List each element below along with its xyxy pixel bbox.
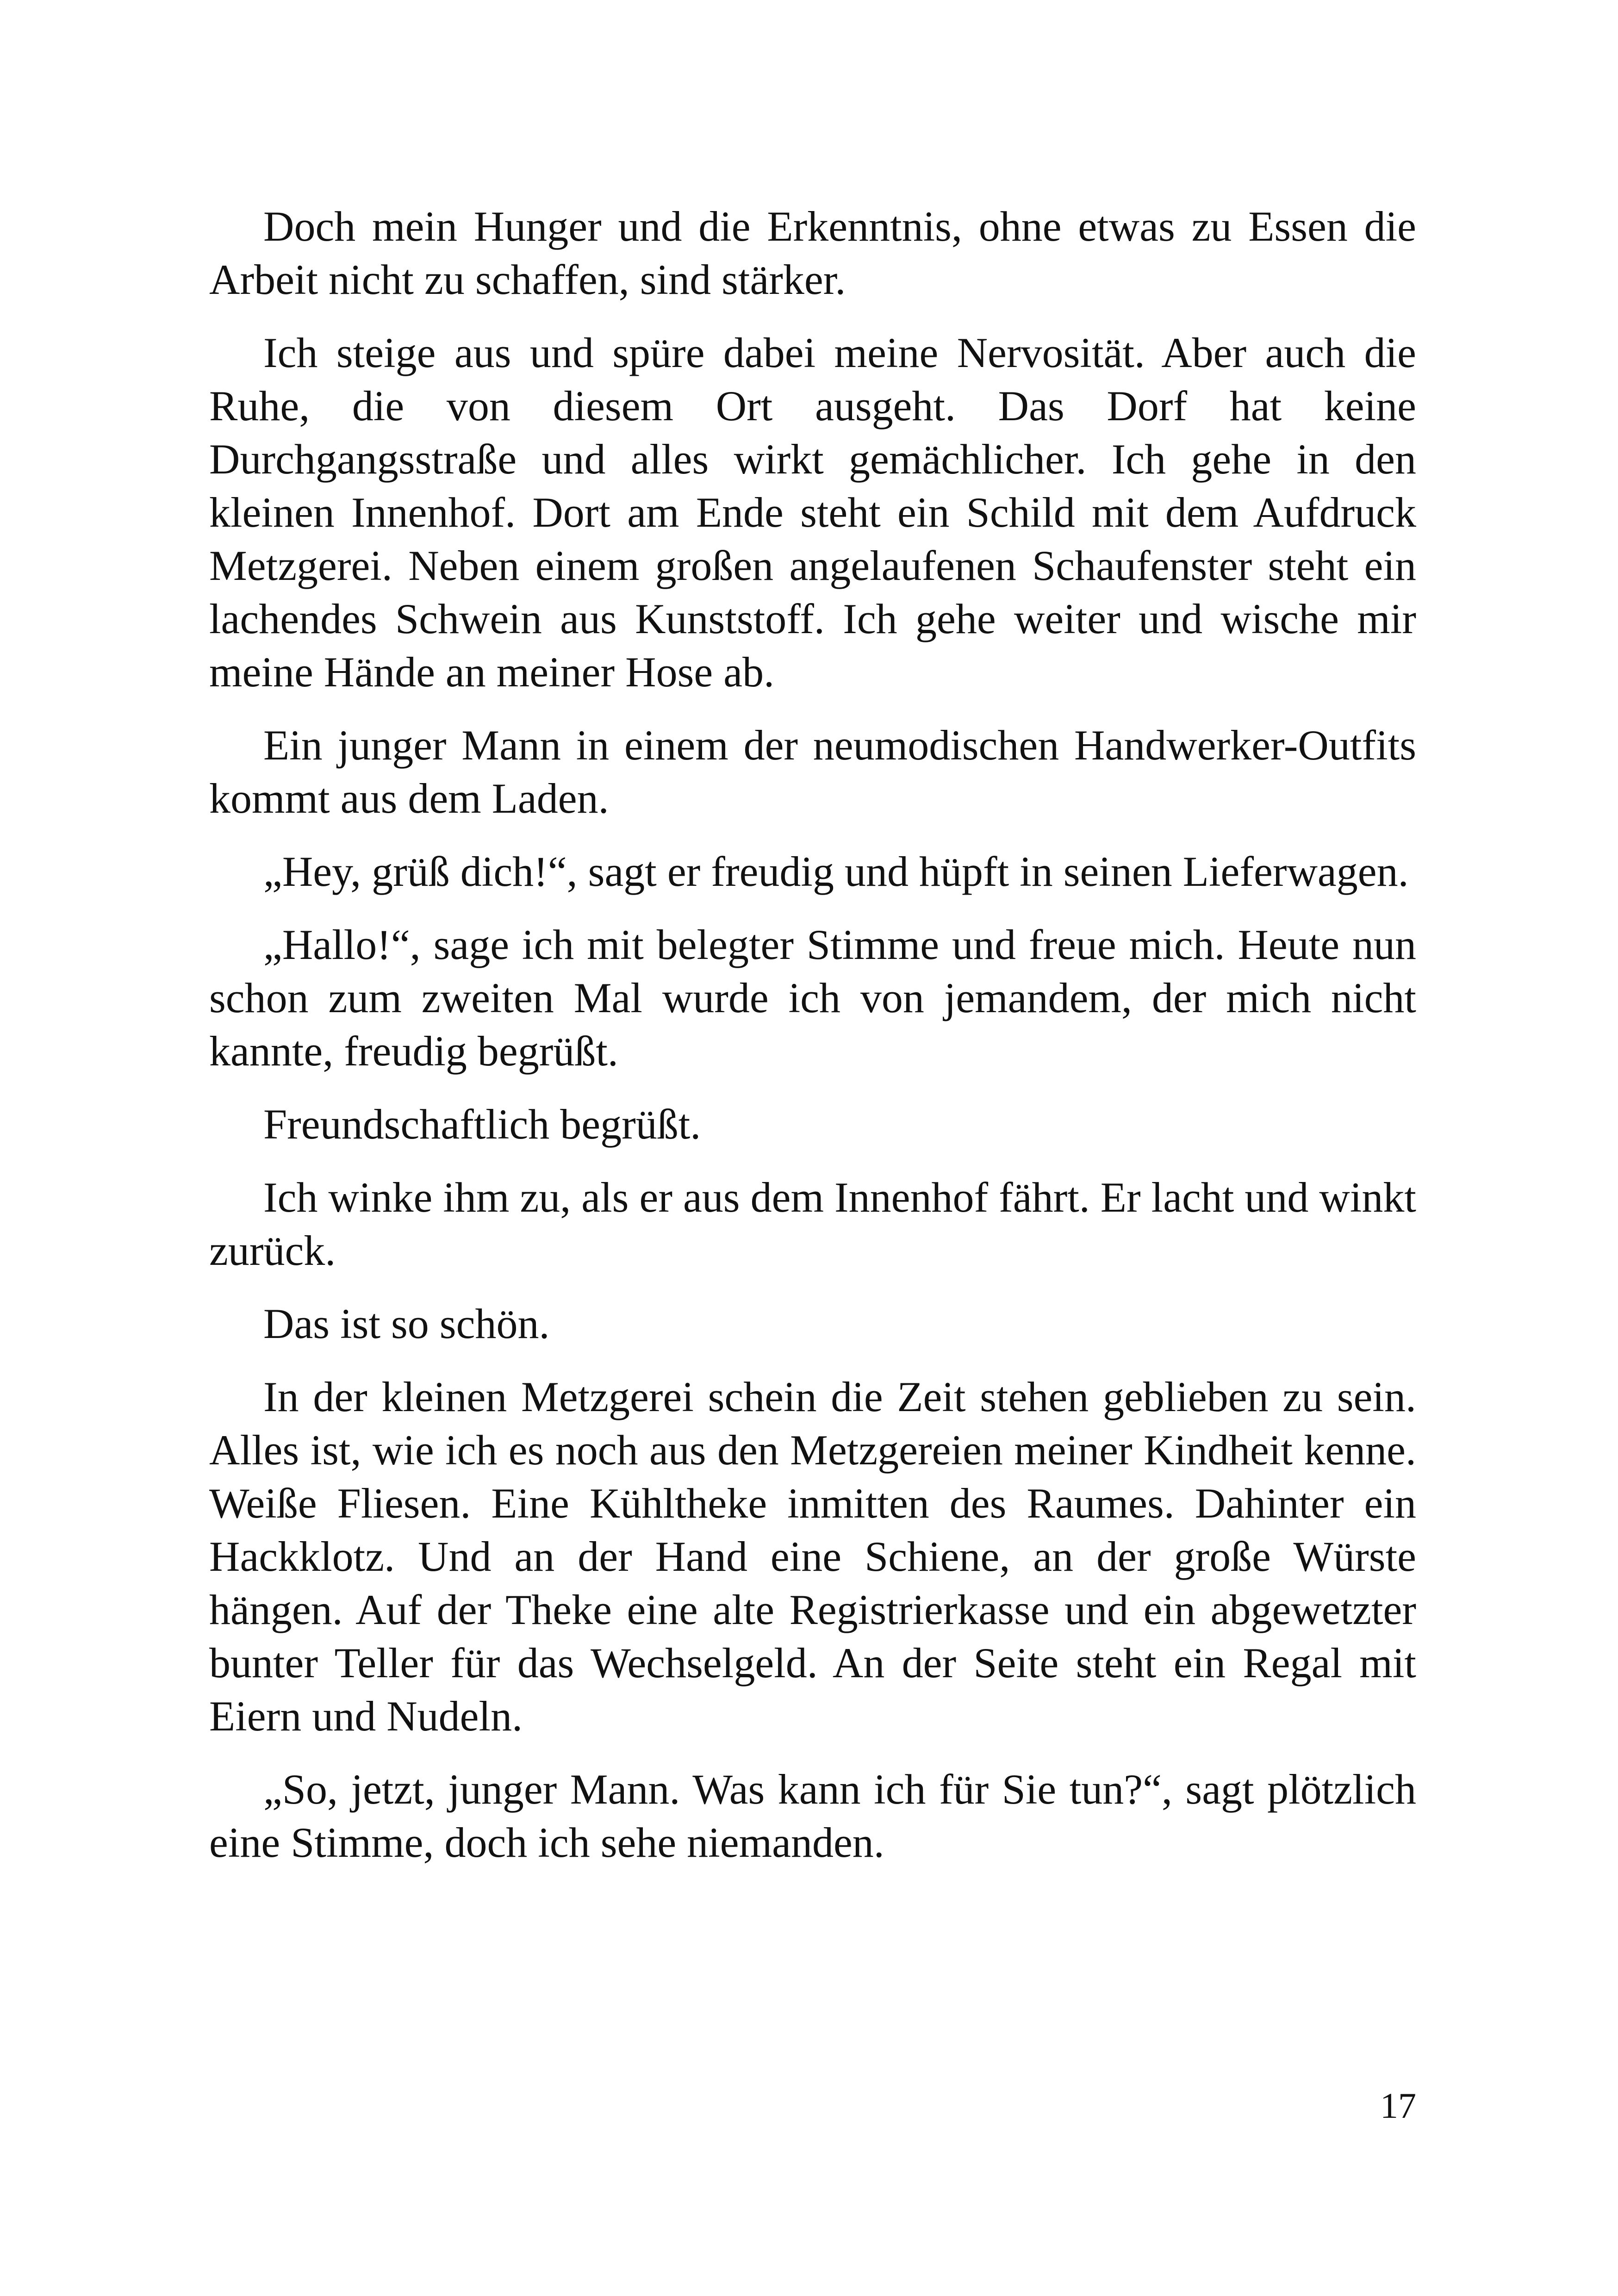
paragraph-3: Ein junger Mann in einem der neumodischen Handwerker-Outfits kommt aus dem Laden.: [209, 722, 1416, 822]
paragraph-6: Freundschaftlich begrüßt.: [263, 1101, 701, 1148]
paragraph-1: Doch mein Hunger und die Erkenntnis, ohne etwas zu Essen die Arbeit nicht zu schaffen, sind stärker.: [209, 203, 1416, 303]
paragraph-9: In der kleinen Metzgerei schein die Zeit stehen geblieben zu sein. Alles ist, wie ich es noch aus den Metzgereien meiner Kindheit kenne. Weiße Fliesen. Eine Kühltheke inmitten des Raumes. Dahinter ein Hackklotz. Und an der Hand eine Schiene, an der große Würste hängen. Auf der Theke eine alte Registrierkasse und ein abgewetzter bunter Teller für das Wechselgeld. An der Seite steht ein Regal mit Eiern und Nudeln.: [209, 1373, 1416, 1740]
paragraph-10: „So, jetzt, junger Mann. Was kann ich für Sie tun?“, sagt plötzlich eine Stimme, doch ich sehe niemanden.: [209, 1766, 1416, 1866]
page-number: 17: [1380, 2085, 1416, 2126]
paragraph-8: Das ist so schön.: [263, 1300, 550, 1347]
body-text: [209, 200, 1416, 1889]
paragraph-4: „Hey, grüß dich!“, sagt er freudig und hüpft in seinen Lieferwagen.: [263, 848, 1409, 895]
paragraph-7: Ich winke ihm zu, als er aus dem Innenhof fährt. Er lacht und winkt zurück.: [209, 1174, 1416, 1274]
paragraph-5: „Hallo!“, sage ich mit belegter Stimme und freue mich. Heute nun schon zum zweiten Mal wurde ich von jemandem, der mich nicht kannte, freudig begrüßt.: [209, 921, 1416, 1075]
paragraph-2: Ich steige aus und spüre dabei meine Nervosität. Aber auch die Ruhe, die von diesem Ort ausgeht. Das Dorf hat keine Durchgangsstraße und alles wirkt gemächlicher. Ich gehe in den kleinen Innenhof. Dort am Ende steht ein Schild mit dem Aufdruck Metzgerei. Neben einem großen angelaufenen Schaufenster steht ein lachendes Schwein aus Kunststoff. Ich gehe weiter und wische mir meine Hände an meiner Hose ab.: [209, 329, 1416, 696]
